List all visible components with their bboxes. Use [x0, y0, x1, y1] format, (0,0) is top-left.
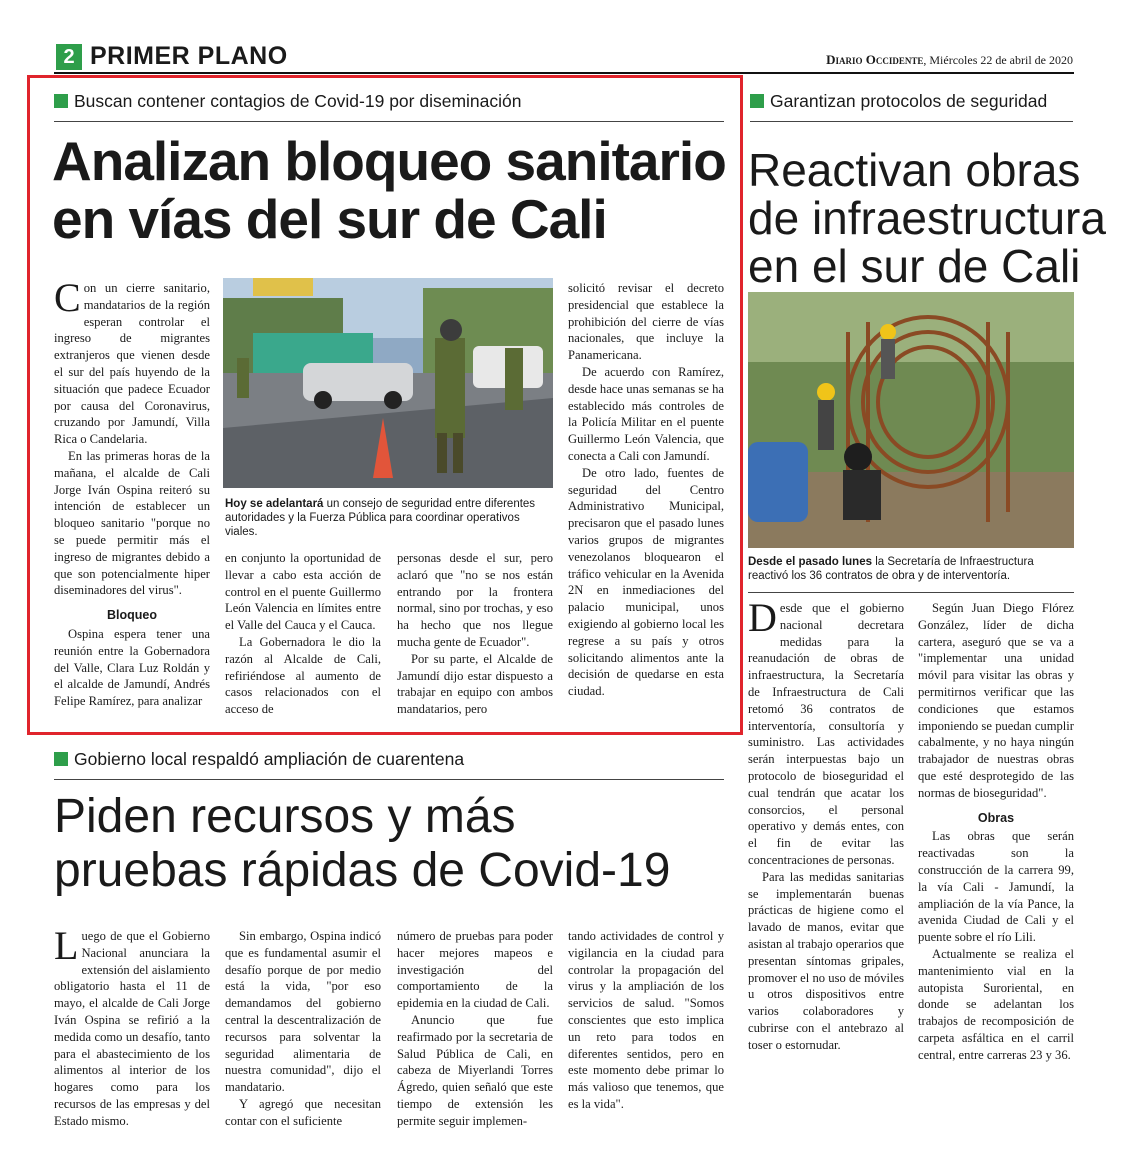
story2-column-1	[748, 595, 904, 1054]
story3-kicker	[54, 749, 464, 770]
story2-paragraph: Actualmente se realiza el mantenimiento vial en la autopista Suroriental, en donde se adelantan los trabajos de recomposición de carpeta asfáltica en el carril central, entre carreras 23 y 36.	[918, 946, 1074, 1062]
story2-paragraph: Para las medidas sanitarias se implementarán buenas prácticas de higiene como el lavado de manos, evitar que asistan al trabajo operarios que presentan síntomas gripales, promover el no uso de móviles u otros dispositivos entre varios colaboradores y cubrirse con el antebrazo al toser o estornudar.	[748, 869, 904, 1052]
story1-caption-lead: Hoy se adelantará	[225, 498, 324, 510]
story2-caption-lead: Desde el pasado lunes	[748, 556, 872, 568]
publication-name: Diario Occidente	[826, 52, 924, 67]
story2-photo	[748, 292, 1074, 548]
story3-paragraph: uego de que el Gobierno Nacional anunciara la extensión del aislamiento obligatorio hasta el 11 de mayo, el alcalde de Cali Jorge Iván Ospina se refirió a la medida como un desafío, tanto para el abastecimiento de los alimentos al interior de los hogares como para los recursos de las empresas y del Estado mismo.	[54, 929, 210, 1128]
story3-column-1	[54, 923, 210, 1130]
page-number: 2	[56, 44, 82, 70]
story1-headline	[52, 132, 726, 248]
story3-column-2	[225, 928, 381, 1130]
story1-column-2	[225, 550, 381, 718]
story1-headline-line1: Analizan bloqueo sanitario	[52, 130, 726, 192]
masthead	[826, 52, 1073, 68]
story1-caption-text: un consejo de seguridad entre diferentes autoridades y la Fuerza Pública para coordinar operativos viales.	[225, 498, 536, 538]
story1-column-1	[54, 275, 210, 710]
story3-kicker-text: Gobierno local respaldó ampliación de cuarentena	[74, 749, 465, 769]
story2-subhead: Obras	[977, 810, 1015, 825]
story3-column-3	[397, 928, 553, 1130]
story3-headline-line2: pruebas rápidas de Covid-19	[54, 844, 671, 897]
story1-paragraph: personas desde el sur, pero aclaró que "no se nos están entrando por la frontera normal, sino por trochas, y eso ha hecho que nos llegue mucha gente de Ecuador".	[397, 551, 553, 649]
story1-caption	[225, 497, 555, 539]
story1-drop-cap: C	[54, 275, 81, 320]
story2-column-2	[918, 600, 1074, 1064]
story2-drop-cap: D	[748, 595, 777, 640]
header-rule	[54, 72, 1074, 74]
kicker-square-icon	[750, 94, 764, 108]
story3-drop-cap: L	[54, 923, 79, 968]
story1-paragraph: De acuerdo con Ramírez, desde hace unas semanas se ha establecido más controles de la Policía Militar en el puente Guillermo León Valencia, que conecta a Cali con Jamundí.	[568, 364, 724, 463]
story2-kicker-text: Garantizan protocolos de seguridad	[770, 91, 1048, 111]
story1-kicker-rule	[54, 121, 724, 122]
story3-headline	[54, 790, 670, 898]
story3-paragraph: tando actividades de control y vigilancia en la ciudad para controlar la propagación del virus y la ampliación de los servicios de salud. "Somos conscientes que esto implica un reto para todos en diferentes sentidos, pero en este momento debe primar lo más valioso que tenemos, que es la vida".	[568, 929, 724, 1111]
story3-paragraph: Y agregó que necesitan contar con el suficiente	[225, 1096, 381, 1128]
story1-paragraph: Por su parte, el Alcalde de Jamundí dijo estar dispuesto a trabajar en equipo con ambos mandatarios, pero	[397, 651, 553, 717]
story2-paragraph: Las obras que serán reactivadas son la construcción de la carrera 99, la vía Cali - Jamundí, la ampliación de la vía Pance, la avenida Ciudad de Cali y el puente sobre el río Lili.	[918, 829, 1074, 945]
story3-paragraph: Anuncio que fue reafirmado por la secretaria de Salud Pública de Cali, en cabeza de Miyerlandi Torres Ágredo, quien señaló que este tiempo de extensión les permite seguir implemen-	[397, 1012, 553, 1128]
section-title: PRIMER PLANO	[90, 42, 288, 70]
story2-caption	[748, 555, 1074, 583]
story1-kicker	[54, 91, 522, 112]
story1-paragraph: solicitó revisar el decreto presidencial que establece la prohibición del cierre de vías nacionales, que incluye la Panamericana.	[568, 281, 724, 363]
story1-subhead: Bloqueo	[107, 608, 157, 623]
story1-paragraph: en conjunto la oportunidad de llevar a cabo esta acción de control en el puente Guillermo León Valencia en límites entre el Valle del Cauca y el Cauca.	[225, 551, 381, 633]
story2-caption-text: la Secretaría de Infraestructura reactivó los 36 contratos de obra y de interventoría.	[748, 556, 1034, 582]
story1-column-4	[568, 280, 724, 700]
kicker-square-icon	[54, 94, 68, 108]
story2-kicker-rule	[750, 121, 1073, 122]
story1-paragraph: on un cierre sanitario, mandatarios de la región esperan controlar el ingreso de migrantes extranjeros que vienen desde el sur del país huyendo de la situación que padece Ecuador por causa del Coronavirus, cruzando por Jamundí, Villa Rica o Candelaria.	[54, 281, 210, 447]
story2-paragraph: esde que el gobierno nacional decretara medidas para la reanudación de obras de infraestructura, la Secretaría de Infraestructura de Cali retomó 36 contratos de interventoría, consultoría y suministro. Las actividades serán interpuestas bajo un protocolo de bioseguridad el cual tendrán que acatar los consorcios, el personal operativo y demás entes, con el fin de evitar las concentraciones de personas.	[748, 601, 904, 867]
story1-paragraph: De otro lado, fuentes de seguridad del Centro Administrativo Municipal, precisaron que el pasado lunes varios grupos de migrantes venezolanos bloquearon el tráfico vehicular en la Avenida 2N en inmediaciones del palacio municipal, unos exigiendo al gobierno local les regrese a su país y otros solicitando alimentos ante la decisión de quedarse en esta ciudad.	[568, 465, 724, 699]
story2-headline-line1: Reactivan obras	[748, 144, 1081, 196]
story3-paragraph: Sin embargo, Ospina indicó que es fundamental asumir el desafío porque de por medio está la vida, "por eso demandamos del gobierno central la descentralización de recursos para solventar la seguridad alimentaria de nuestra comunidad", dijo el mandatario.	[225, 929, 381, 1095]
story3-kicker-rule	[54, 779, 724, 780]
story1-paragraph: La Gobernadora le dio la razón al Alcalde de Cali, refiriéndose al aumento de casos relacionados con el acceso de	[225, 634, 381, 717]
story2-caption-rule	[748, 592, 1074, 593]
story3-column-4	[568, 928, 724, 1113]
story1-column-3	[397, 550, 553, 718]
story3-headline-line1: Piden recursos y más	[54, 790, 516, 843]
story2-paragraph: Según Juan Diego Flórez González, líder de dicha cartera, aseguró que se va a "implementar una unidad móvil para visitar las obras y permitirnos verificar que las condiciones que estamos imponiendo se puedan cumplir cabalmente, y no haya ningún trabajador de nuestras obras que esté desprotegido de las normas de bioseguridad".	[918, 601, 1074, 800]
story2-headline-line3: en el sur de Cali	[748, 240, 1081, 292]
story1-kicker-text: Buscan contener contagios de Covid-19 por diseminación	[74, 91, 522, 111]
story1-photo	[223, 278, 553, 488]
story2-kicker	[750, 91, 1047, 112]
story2-headline-line2: de infraestructura	[748, 192, 1106, 244]
story2-headline	[748, 146, 1106, 290]
story3-paragraph: número de pruebas para poder hacer mejores mapeos e investigación del comportamiento de la epidemia en la ciudad de Cali.	[397, 929, 553, 1011]
story1-headline-line2: en vías del sur de Cali	[52, 188, 607, 250]
kicker-square-icon	[54, 752, 68, 766]
story1-paragraph: Ospina espera tener una reunión entre la Gobernadora del Valle, Clara Luz Roldán y el alcalde de Jamundí, Andrés Felipe Ramírez, para analizar	[54, 626, 210, 709]
issue-date: , Miércoles 22 de abril de 2020	[923, 53, 1073, 67]
story1-paragraph: En las primeras horas de la mañana, el alcalde de Cali Jorge Iván Ospina reiteró su intención de establecer un bloqueo sanitario "porque no se puede permitir más el ingreso de migrantes debido a que son potencialmente hiper diseminadores del virus".	[54, 448, 210, 598]
